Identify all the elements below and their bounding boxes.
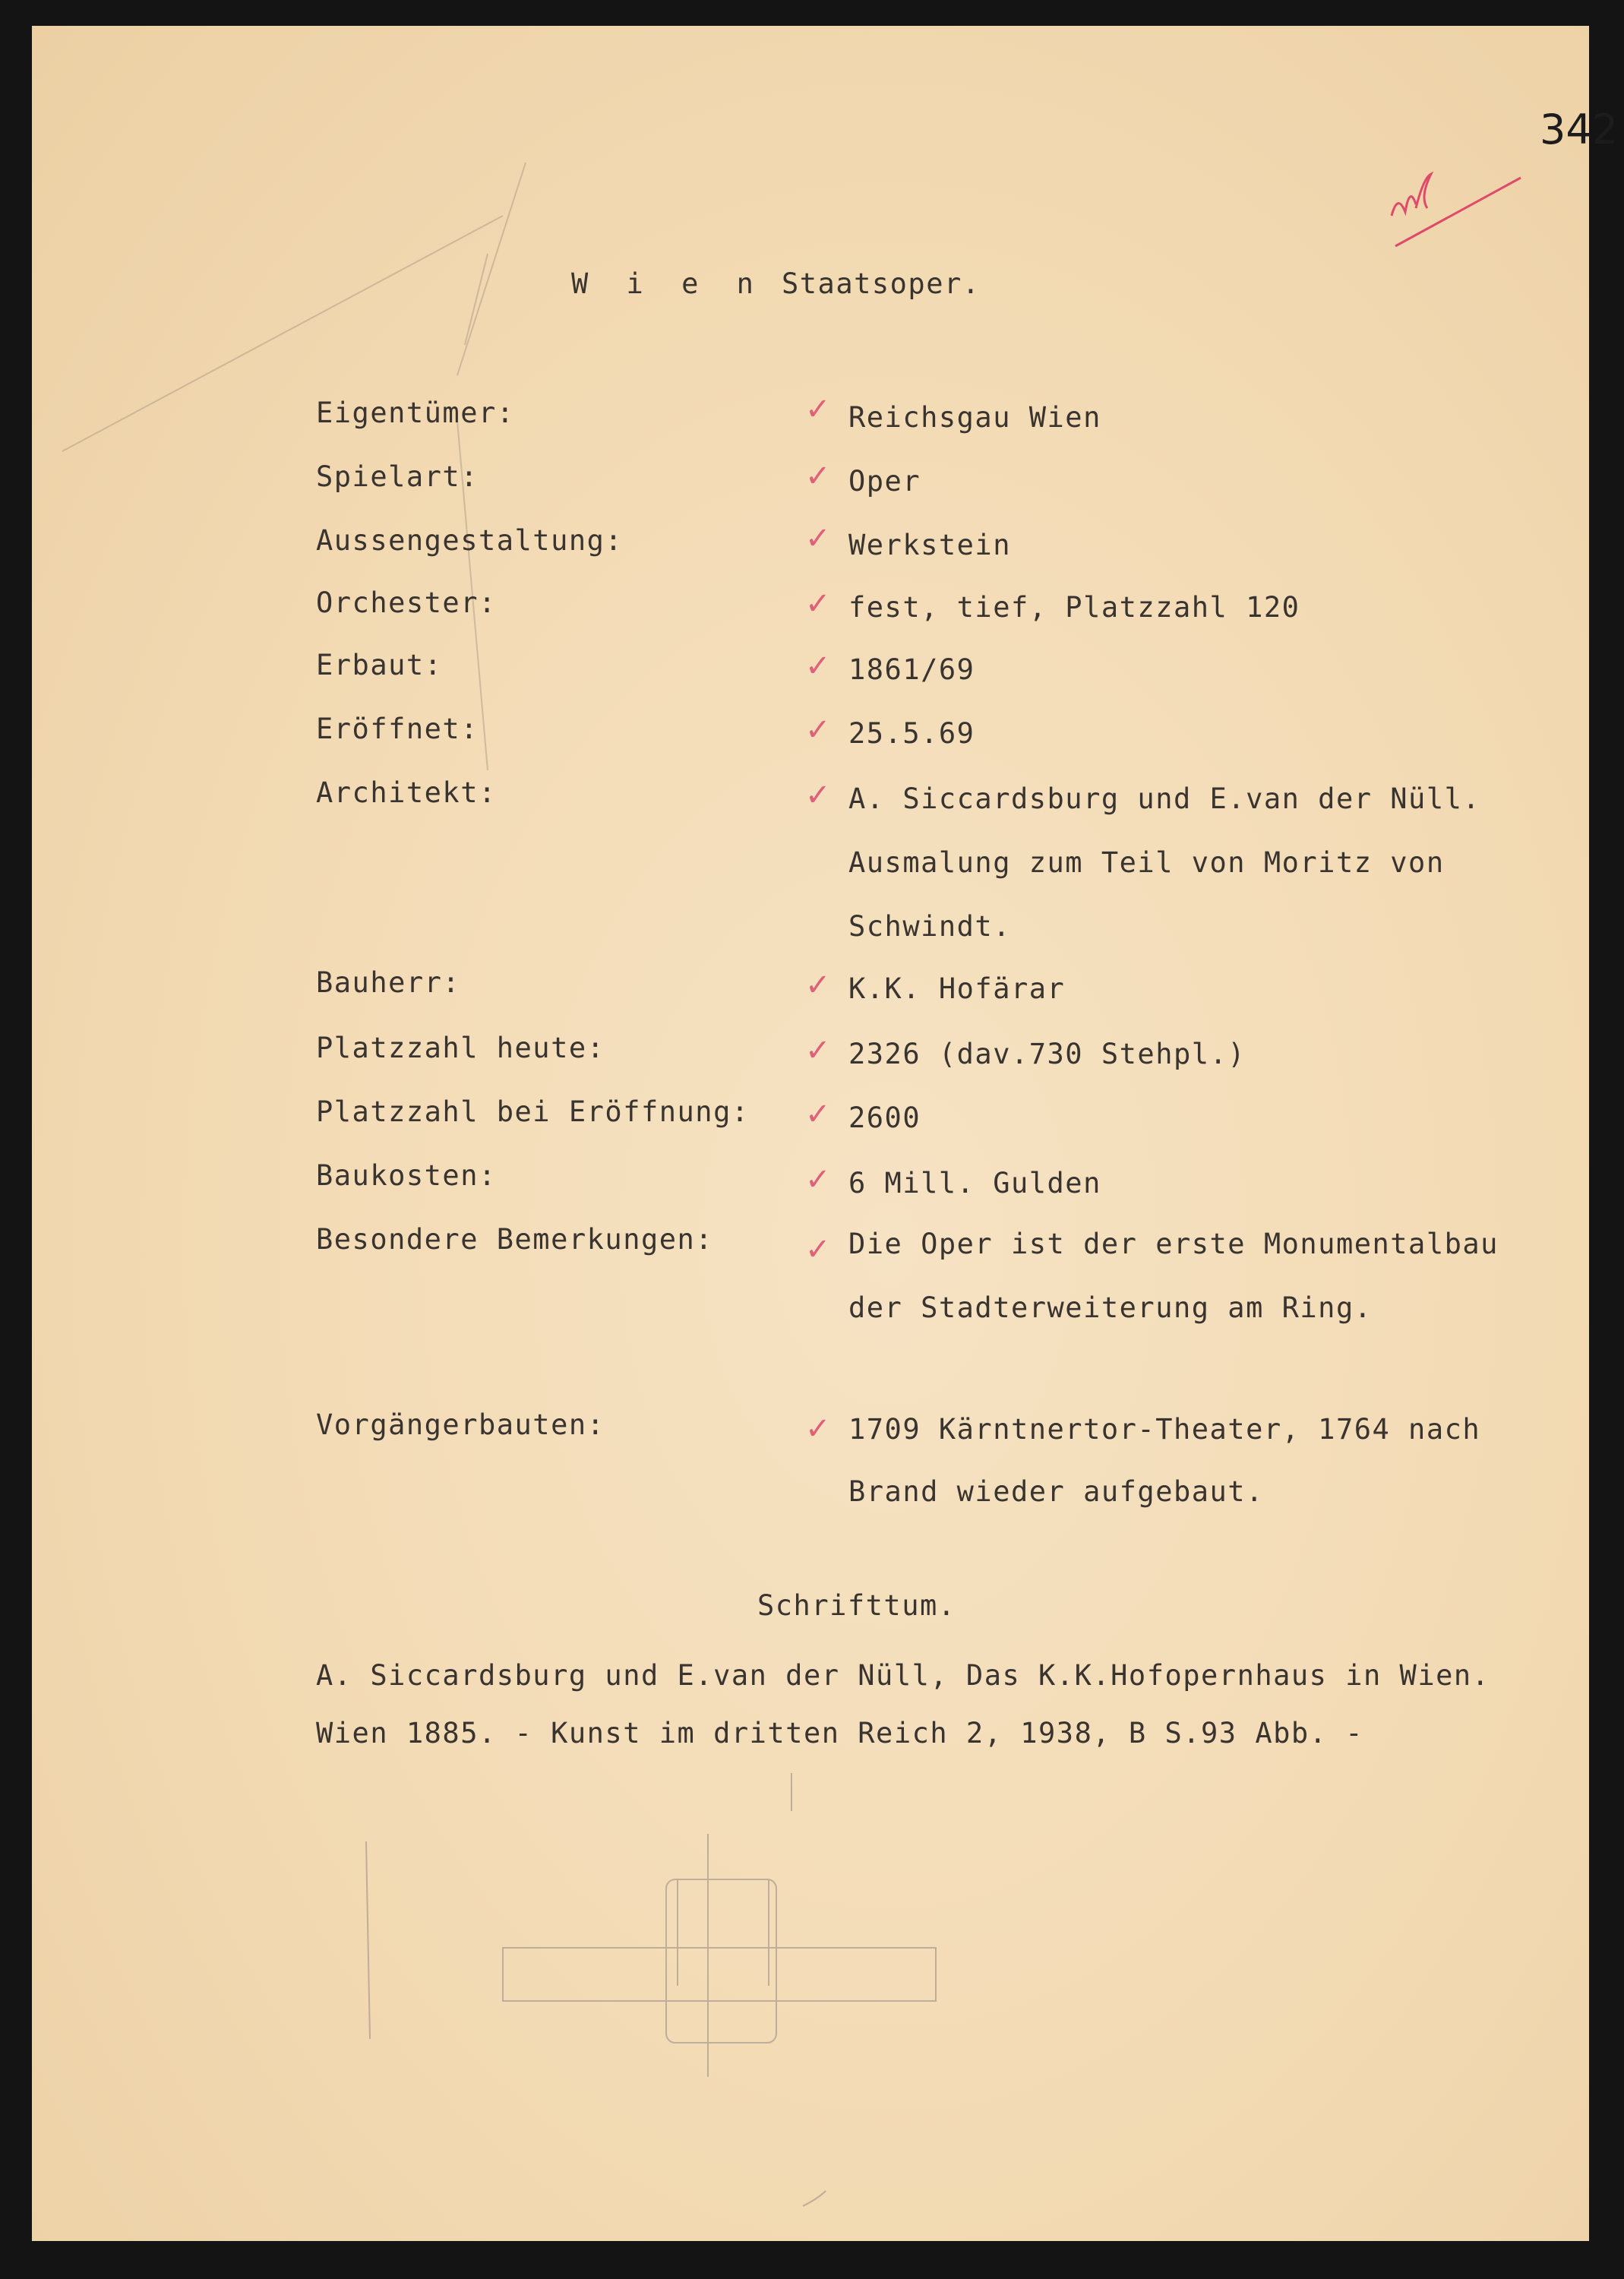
document-sheet (32, 26, 1619, 2241)
bibliography-line: Wien 1885. - Kunst im dritten Reich 2, 1938, B S.93 Abb. - (316, 1717, 1364, 1750)
field-label: Vorgängerbauten: (316, 1408, 605, 1441)
field-value: 1861/69 (848, 653, 975, 686)
field-value: Die Oper ist der erste Monumentalbau (848, 1228, 1499, 1260)
field-label: Spielart: (316, 460, 479, 493)
field-label: Baukosten: (316, 1159, 497, 1192)
check-mark: ✓ (805, 778, 831, 813)
check-mark: ✓ (805, 586, 831, 621)
field-value: 25.5.69 (848, 717, 975, 750)
field-value-continued: Schwindt. (848, 910, 1011, 943)
check-mark: ✓ (805, 1033, 831, 1068)
field-value: K.K. Hofärar (848, 972, 1066, 1005)
check-mark: ✓ (805, 1162, 831, 1197)
field-value: Oper (848, 465, 921, 498)
field-value: 2600 (848, 1102, 921, 1134)
field-value: A. Siccardsburg und E.van der Nüll. (848, 782, 1481, 815)
title-building: Staatsoper. (782, 267, 981, 300)
check-mark: ✓ (805, 459, 831, 494)
bibliography-line: A. Siccardsburg und E.van der Nüll, Das K.K.Hofopernhaus in Wien. (316, 1659, 1490, 1692)
bibliography-heading: Schrifttum. (757, 1589, 956, 1622)
field-label: Platzzahl bei Eröffnung: (316, 1095, 750, 1128)
field-label: Eröffnet: (316, 713, 479, 745)
field-value: fest, tief, Platzzahl 120 (848, 591, 1300, 624)
pencil-sketch (32, 26, 1589, 2241)
field-label: Aussengestaltung: (316, 524, 624, 557)
field-label: Erbaut: (316, 649, 443, 681)
check-mark: ✓ (805, 392, 831, 427)
field-label: Architekt: (316, 776, 497, 809)
check-mark: ✓ (805, 521, 831, 556)
field-label: Eigentümer: (316, 397, 515, 429)
field-value-continued: der Stadterweiterung am Ring. (848, 1291, 1373, 1324)
field-label: Orchester: (316, 586, 497, 619)
check-mark: ✓ (805, 1097, 831, 1132)
field-value: Werkstein (848, 529, 1011, 561)
field-value: Reichsgau Wien (848, 401, 1101, 434)
check-mark: ✓ (805, 1232, 831, 1267)
field-label: Platzzahl heute: (316, 1032, 605, 1064)
field-label: Bauherr: (316, 966, 461, 999)
field-label: Besondere Bemerkungen: (316, 1223, 714, 1256)
field-value: 1709 Kärntnertor-Theater, 1764 nach (848, 1413, 1481, 1446)
check-mark: ✓ (805, 713, 831, 748)
check-mark: ✓ (805, 968, 831, 1003)
field-value: 6 Mill. Gulden (848, 1167, 1101, 1200)
field-value: 2326 (dav.730 Stehpl.) (848, 1038, 1246, 1070)
page-number: 342 (1540, 106, 1619, 153)
check-mark: ✓ (805, 1411, 831, 1446)
field-value-continued: Ausmalung zum Teil von Moritz von (848, 846, 1445, 879)
title-city: W i e n (571, 267, 764, 300)
field-value-continued: Brand wieder aufgebaut. (848, 1475, 1264, 1508)
check-mark: ✓ (805, 649, 831, 684)
